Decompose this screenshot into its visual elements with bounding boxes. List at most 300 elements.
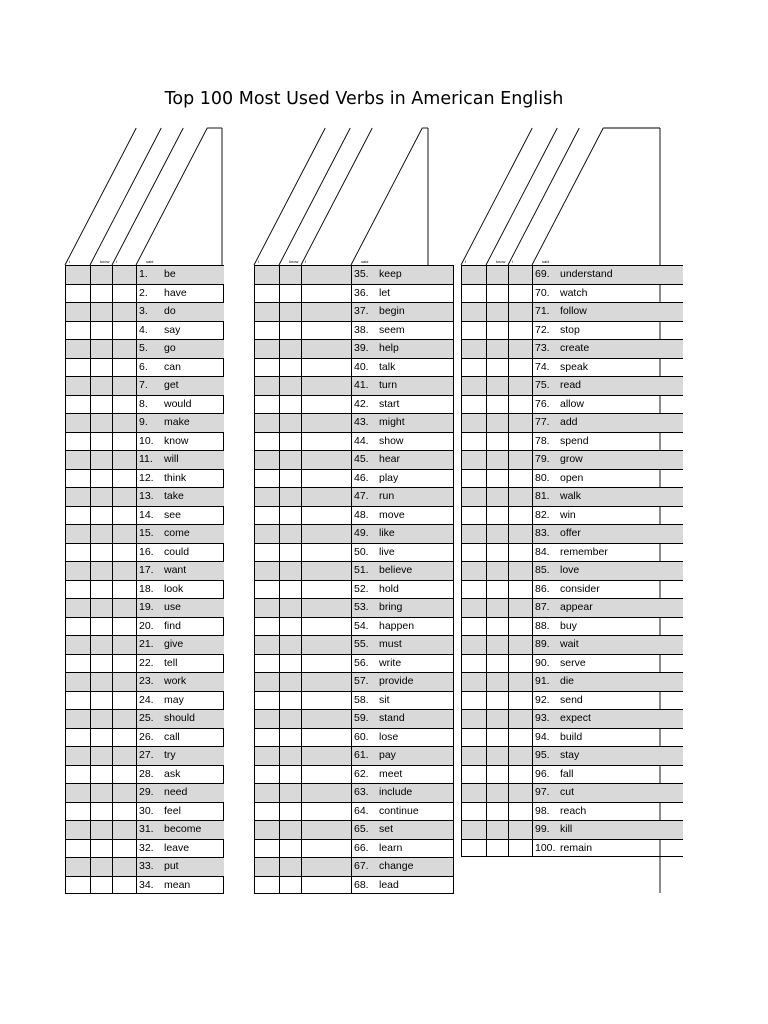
verb-word: mean: [164, 878, 191, 891]
table-row: [65, 802, 224, 821]
verb-number: 87.: [535, 601, 550, 613]
checkbox-cell: [90, 525, 112, 543]
verb-word: sit: [379, 693, 390, 706]
checkbox-cell: [301, 840, 351, 858]
verb-number: 96.: [535, 767, 550, 780]
verb-word: write: [379, 656, 402, 669]
checkbox-cell: [90, 840, 112, 858]
table-row: [254, 432, 454, 451]
table-row: [254, 709, 454, 728]
table-row: [461, 506, 683, 525]
table-row: [65, 654, 224, 673]
checkbox-cell: [508, 840, 532, 857]
verb-word: stop: [560, 323, 580, 336]
checkbox-cell: [112, 433, 136, 451]
checkbox-cell: [65, 729, 90, 747]
checkbox-cell: [112, 340, 136, 358]
checkbox-cell: [486, 359, 508, 377]
verb-number: 81.: [535, 490, 550, 502]
checkbox-cell: [301, 544, 351, 562]
checkbox-cell: [112, 322, 136, 340]
checkbox-cell: [486, 396, 508, 414]
verb-word: talk: [379, 360, 396, 373]
verb-cell: [532, 359, 683, 377]
checkbox-cell: [508, 377, 532, 395]
verb-number: 69.: [535, 268, 550, 280]
table-row: [65, 857, 224, 876]
verb-word: cut: [560, 786, 575, 798]
verb-number: 33.: [139, 860, 154, 872]
verb-word: hear: [379, 453, 401, 465]
checkbox-cell: [254, 581, 279, 599]
checkbox-cell: [254, 377, 279, 395]
checkbox-cell: [279, 618, 301, 636]
table-row: [461, 709, 683, 728]
checkbox-cell: [90, 581, 112, 599]
verb-number: 18.: [139, 582, 154, 595]
checkbox-cell: [508, 470, 532, 488]
table-row: [461, 746, 683, 765]
verb-cell: [136, 340, 224, 358]
checkbox-cell: [254, 507, 279, 525]
table-row: [461, 487, 683, 506]
table-row: [254, 469, 454, 488]
verb-number: 73.: [535, 342, 550, 354]
checkbox-cell: [65, 803, 90, 821]
checkbox-cell: [461, 377, 486, 395]
table-row: [461, 765, 683, 784]
verb-word: leave: [164, 841, 190, 854]
checkbox-cell: [112, 710, 136, 728]
checkbox-cell: [508, 303, 532, 321]
header-tiny-label: said: [542, 259, 550, 264]
table-row: [65, 561, 224, 580]
checkbox-cell: [112, 784, 136, 802]
verb-cell: [136, 840, 224, 858]
table-row: [461, 617, 683, 636]
checkbox-cell: [508, 599, 532, 617]
table-row: [65, 395, 224, 414]
verb-number: 88.: [535, 619, 550, 632]
checkbox-cell: [90, 692, 112, 710]
checkbox-cell: [254, 322, 279, 340]
checkbox-cell: [90, 396, 112, 414]
table-row: [65, 672, 224, 691]
checkbox-cell: [301, 562, 351, 580]
verb-cell: [351, 729, 454, 747]
verb-word: know: [164, 434, 189, 447]
verb-number: 2.: [139, 286, 148, 299]
verb-cell: [532, 507, 683, 525]
checkbox-cell: [65, 507, 90, 525]
table-row: [254, 839, 454, 858]
verb-number: 76.: [535, 397, 550, 410]
checkbox-cell: [65, 562, 90, 580]
verb-number: 39.: [354, 342, 369, 354]
checkbox-cell: [112, 636, 136, 654]
checkbox-cell: [254, 655, 279, 673]
verb-word: hold: [379, 582, 399, 595]
verb-cell: [351, 766, 454, 784]
verb-word: follow: [560, 305, 587, 317]
checkbox-cell: [112, 414, 136, 432]
verb-number: 67.: [354, 860, 369, 872]
verb-word: remember: [560, 545, 608, 558]
table-row: [461, 672, 683, 691]
checkbox-cell: [65, 636, 90, 654]
verb-word: find: [164, 619, 181, 632]
checkbox-cell: [279, 766, 301, 784]
checkbox-cell: [112, 544, 136, 562]
checkbox-cell: [301, 599, 351, 617]
checkbox-cell: [65, 766, 90, 784]
verb-word: happen: [379, 619, 415, 632]
checkbox-cell: [254, 729, 279, 747]
verb-number: 71.: [535, 305, 550, 317]
verb-number: 82.: [535, 508, 550, 521]
verb-word: make: [164, 416, 190, 428]
verb-number: 80.: [535, 471, 550, 484]
verb-number: 94.: [535, 730, 550, 743]
checkbox-cell: [508, 285, 532, 303]
checkbox-cell: [279, 821, 301, 839]
checkbox-cell: [65, 303, 90, 321]
verb-word: provide: [379, 675, 414, 687]
header-diagonal-line: [136, 128, 207, 265]
table-row: [254, 728, 454, 747]
checkbox-cell: [279, 729, 301, 747]
verb-word: come: [164, 527, 190, 539]
verb-cell: [351, 433, 454, 451]
checkbox-cell: [301, 692, 351, 710]
table-row: [254, 876, 454, 895]
checkbox-cell: [508, 507, 532, 525]
checkbox-cell: [461, 581, 486, 599]
checkbox-cell: [65, 525, 90, 543]
checkbox-cell: [90, 710, 112, 728]
checkbox-cell: [508, 673, 532, 691]
checkbox-cell: [90, 488, 112, 506]
verb-word: include: [379, 786, 413, 798]
verb-word: stay: [560, 749, 580, 761]
verb-cell: [351, 581, 454, 599]
verb-cell: [351, 747, 454, 765]
checkbox-cell: [90, 655, 112, 673]
checkbox-cell: [508, 359, 532, 377]
verb-number: 35.: [354, 268, 369, 280]
checkbox-cell: [461, 821, 486, 839]
header-tiny-label: I: [258, 259, 260, 264]
table-row: [254, 395, 454, 414]
verb-word: call: [164, 730, 180, 743]
verb-cell: [136, 544, 224, 562]
verb-cell: [351, 470, 454, 488]
checkbox-cell: [65, 858, 90, 876]
verb-cell: [136, 766, 224, 784]
checkbox-cell: [90, 803, 112, 821]
table-row: [254, 302, 454, 321]
checkbox-cell: [301, 655, 351, 673]
verb-cell: [532, 636, 683, 654]
checkbox-cell: [279, 396, 301, 414]
verb-number: 86.: [535, 582, 550, 595]
verb-cell: [532, 673, 683, 691]
checkbox-cell: [486, 322, 508, 340]
checkbox-cell: [254, 285, 279, 303]
checkbox-cell: [461, 729, 486, 747]
checkbox-cell: [279, 673, 301, 691]
verb-word: continue: [379, 804, 419, 817]
checkbox-cell: [486, 562, 508, 580]
verb-word: like: [379, 527, 395, 539]
verb-number: 85.: [535, 564, 550, 576]
verb-number: 75.: [535, 379, 550, 391]
verb-cell: [351, 303, 454, 321]
header-tiny-label: I: [512, 259, 514, 264]
verb-cell: [532, 599, 683, 617]
checkbox-cell: [461, 784, 486, 802]
checkbox-cell: [254, 766, 279, 784]
checkbox-cell: [65, 821, 90, 839]
verb-cell: [136, 618, 224, 636]
verb-number: 44.: [354, 434, 369, 447]
verb-word: watch: [560, 286, 588, 299]
table-row: [254, 635, 454, 654]
checkbox-cell: [279, 840, 301, 858]
verb-cell: [351, 562, 454, 580]
verb-cell: [351, 544, 454, 562]
verb-number: 91.: [535, 675, 550, 687]
table-row: [254, 598, 454, 617]
verb-number: 24.: [139, 693, 154, 706]
verb-cell: [351, 414, 454, 432]
table-row: [461, 395, 683, 414]
checkbox-cell: [112, 747, 136, 765]
table-row: [254, 746, 454, 765]
verb-cell: [136, 784, 224, 802]
verb-word: reach: [560, 804, 587, 817]
checkbox-cell: [112, 266, 136, 284]
verb-number: 72.: [535, 323, 550, 336]
checkbox-cell: [486, 710, 508, 728]
table-row: [461, 284, 683, 303]
header-tiny-label: I: [116, 259, 118, 264]
verb-number: 30.: [139, 804, 154, 817]
verb-word: may: [164, 693, 184, 706]
checkbox-cell: [508, 766, 532, 784]
verb-number: 27.: [139, 749, 154, 761]
checkbox-cell: [254, 877, 279, 894]
checkbox-cell: [112, 470, 136, 488]
checkbox-cell: [254, 396, 279, 414]
checkbox-cell: [508, 562, 532, 580]
verb-word: open: [560, 471, 584, 484]
table-row: [461, 691, 683, 710]
verb-cell: [532, 266, 683, 284]
verb-word: speak: [560, 360, 589, 373]
checkbox-cell: [65, 470, 90, 488]
checkbox-cell: [486, 433, 508, 451]
verb-cell: [532, 840, 683, 857]
verb-cell: [532, 377, 683, 395]
verb-word: look: [164, 582, 184, 595]
verb-cell: [136, 803, 224, 821]
checkbox-cell: [301, 821, 351, 839]
verb-number: 22.: [139, 656, 154, 669]
table-row: [254, 265, 454, 284]
checkbox-cell: [508, 525, 532, 543]
verb-cell: [351, 396, 454, 414]
verb-cell: [351, 285, 454, 303]
checkbox-cell: [254, 544, 279, 562]
checkbox-cell: [65, 618, 90, 636]
header-diagonal-line: [508, 128, 579, 265]
verb-word: put: [164, 860, 179, 872]
checkbox-cell: [301, 377, 351, 395]
verb-word: use: [164, 601, 181, 613]
checkbox-cell: [301, 507, 351, 525]
checkbox-cell: [90, 618, 112, 636]
verb-number: 19.: [139, 601, 154, 613]
checkbox-cell: [279, 655, 301, 673]
checkbox-cell: [254, 562, 279, 580]
verb-cell: [351, 322, 454, 340]
verb-word: add: [560, 416, 578, 428]
verb-word: become: [164, 823, 202, 835]
checkbox-cell: [254, 488, 279, 506]
checkbox-cell: [279, 562, 301, 580]
checkbox-cell: [279, 710, 301, 728]
checkbox-cell: [301, 322, 351, 340]
checkbox-cell: [65, 451, 90, 469]
checkbox-cell: [279, 359, 301, 377]
verb-word: set: [379, 823, 394, 835]
verb-word: be: [164, 268, 176, 280]
verb-word: fall: [560, 767, 574, 780]
verb-cell: [136, 858, 224, 876]
verb-cell: [532, 396, 683, 414]
table-row: [461, 839, 683, 858]
verb-number: 4.: [139, 323, 148, 336]
verb-word: give: [164, 638, 184, 650]
verb-word: get: [164, 379, 179, 391]
verb-cell: [136, 525, 224, 543]
checkbox-cell: [486, 414, 508, 432]
verb-number: 47.: [354, 490, 369, 502]
checkbox-cell: [254, 636, 279, 654]
verb-word: serve: [560, 656, 586, 669]
verb-cell: [532, 766, 683, 784]
table-row: [254, 580, 454, 599]
checkbox-cell: [112, 692, 136, 710]
header-tiny-label: know: [289, 259, 299, 264]
checkbox-cell: [112, 359, 136, 377]
checkbox-cell: [461, 562, 486, 580]
checkbox-cell: [486, 488, 508, 506]
checkbox-cell: [90, 285, 112, 303]
verb-number: 25.: [139, 712, 154, 724]
checkbox-cell: [279, 451, 301, 469]
verb-number: 74.: [535, 360, 550, 373]
checkbox-cell: [486, 599, 508, 617]
header-diagonal-line: [90, 128, 161, 265]
table-row: [65, 524, 224, 543]
checkbox-cell: [254, 599, 279, 617]
checkbox-cell: [301, 747, 351, 765]
verb-word: lose: [379, 730, 399, 743]
checkbox-cell: [486, 784, 508, 802]
header-diagonal-line: [254, 128, 325, 265]
checkbox-cell: [112, 803, 136, 821]
checkbox-cell: [486, 581, 508, 599]
checkbox-cell: [90, 858, 112, 876]
table-row: [65, 339, 224, 358]
verb-cell: [532, 581, 683, 599]
table-row: [65, 302, 224, 321]
verb-cell: [351, 636, 454, 654]
verb-number: 15.: [139, 527, 154, 539]
table-row: [254, 672, 454, 691]
checkbox-cell: [90, 377, 112, 395]
header-tiny-label: know: [496, 259, 506, 264]
checkbox-cell: [254, 359, 279, 377]
checkbox-cell: [301, 340, 351, 358]
checkbox-cell: [65, 544, 90, 562]
table-row: [461, 432, 683, 451]
verb-cell: [136, 821, 224, 839]
verb-number: 89.: [535, 638, 550, 650]
verb-cell: [136, 581, 224, 599]
verb-word: ask: [164, 767, 181, 780]
checkbox-cell: [112, 655, 136, 673]
verb-cell: [532, 303, 683, 321]
verb-cell: [532, 784, 683, 802]
checkbox-cell: [508, 433, 532, 451]
verb-number: 83.: [535, 527, 550, 539]
checkbox-cell: [461, 525, 486, 543]
verb-cell: [136, 729, 224, 747]
verb-word: believe: [379, 564, 413, 576]
verb-cell: [532, 451, 683, 469]
checkbox-cell: [486, 821, 508, 839]
verb-cell: [532, 285, 683, 303]
verb-cell: [351, 784, 454, 802]
verb-word: think: [164, 471, 187, 484]
verb-number: 70.: [535, 286, 550, 299]
checkbox-cell: [508, 803, 532, 821]
header-diagonal-line: [461, 128, 532, 265]
table-row: [461, 728, 683, 747]
verb-cell: [351, 359, 454, 377]
verb-cell: [351, 877, 454, 894]
header-tiny-label: I: [465, 259, 467, 264]
verb-number: 20.: [139, 619, 154, 632]
verb-number: 58.: [354, 693, 369, 706]
verb-word: spend: [560, 434, 589, 447]
verb-cell: [136, 433, 224, 451]
checkbox-cell: [461, 636, 486, 654]
verb-number: 7.: [139, 379, 148, 391]
table-row: [461, 598, 683, 617]
verb-word: need: [164, 786, 188, 798]
verb-number: 78.: [535, 434, 550, 447]
checkbox-cell: [279, 784, 301, 802]
checkbox-cell: [508, 544, 532, 562]
checkbox-cell: [486, 766, 508, 784]
table-row: [65, 265, 224, 284]
verb-cell: [136, 414, 224, 432]
checkbox-cell: [279, 470, 301, 488]
